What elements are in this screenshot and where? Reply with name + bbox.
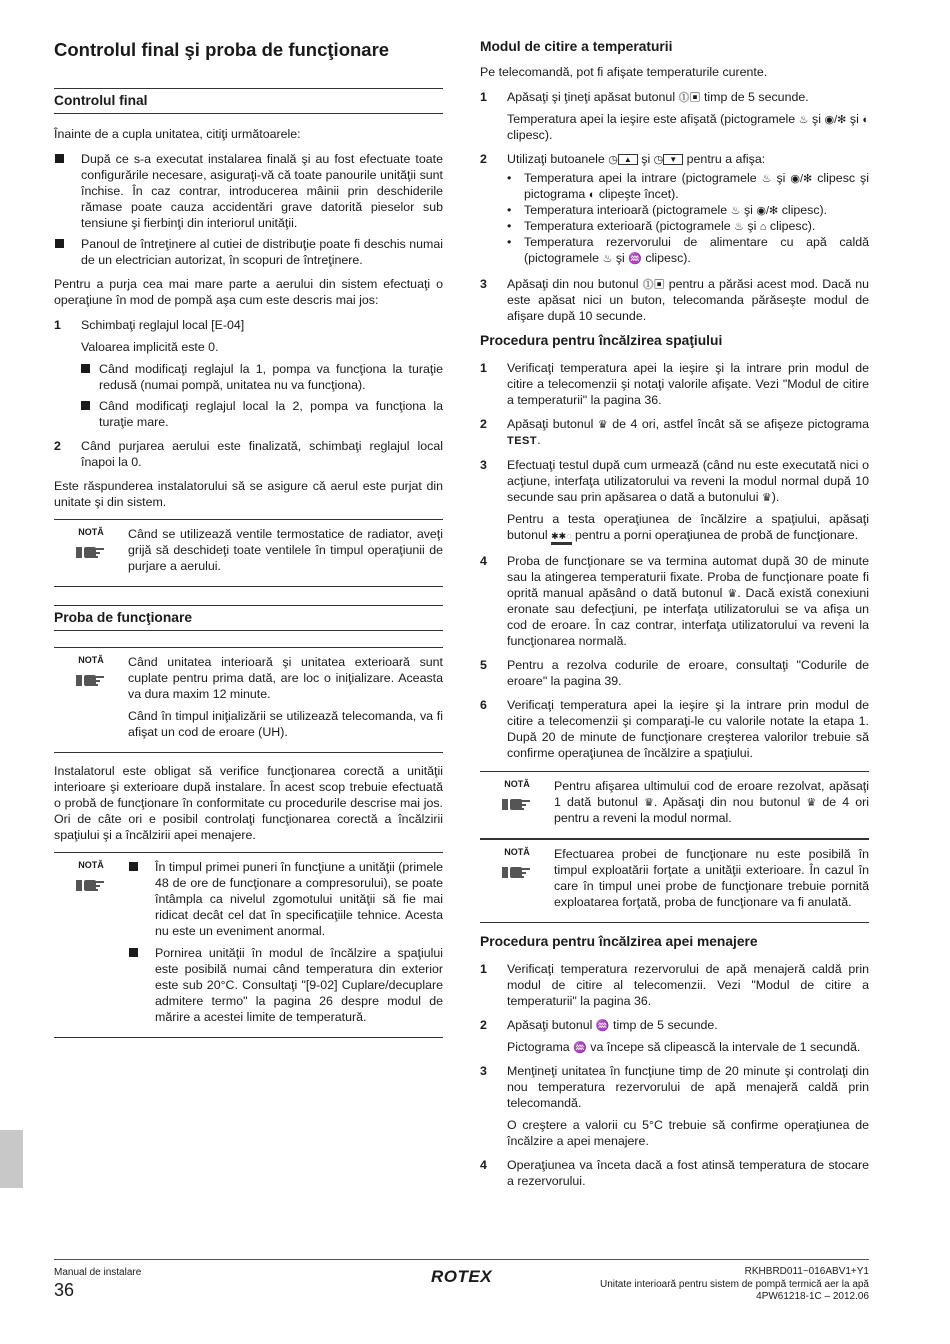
step-number: 3 xyxy=(480,277,487,291)
list-item xyxy=(480,457,869,545)
page-number: 36 xyxy=(54,1280,75,1300)
note-text: Când unitatea interioară şi unitatea exterioară sunt cuplate pentru prima dată, are loc o iniţializare. Aceasta va dura maxim 12 minute. xyxy=(128,655,443,701)
page-footer xyxy=(54,1259,869,1302)
temperature-read-button-icon: ⓵▣ xyxy=(642,279,665,291)
list-item xyxy=(480,151,869,266)
pump-icon: ◐ xyxy=(588,189,596,201)
text-fragment: Utilizaţi butoanele xyxy=(507,152,605,166)
list-item xyxy=(54,317,443,430)
text-fragment: Pictograma xyxy=(507,1040,570,1054)
list-item xyxy=(507,170,869,202)
step-sub-bullets xyxy=(81,361,443,430)
step-text: Verificaţi temperatura rezervorului de apă menajeră caldă prin modul de citire al telecomenzii. Vezi "Modul de citire a temperaturii" la pagina 36. xyxy=(507,962,869,1008)
step-number: 2 xyxy=(480,1018,487,1032)
note-hand-icon xyxy=(76,670,106,688)
text-fragment: pentru a porni operaţiunea de probă de funcţionare. xyxy=(575,528,859,542)
note-side xyxy=(480,778,554,832)
display-options xyxy=(507,170,869,266)
temperature-read-button-icon: ⓵▣ xyxy=(678,92,701,104)
step-text xyxy=(507,89,869,105)
note-label: NOTĂ xyxy=(78,527,104,537)
text-fragment: pentru a afişa: xyxy=(686,152,766,166)
step-number: 4 xyxy=(480,554,487,568)
step-text xyxy=(507,1017,869,1033)
text-fragment: pentru a părăsi acest mod. Dacă nu este apăsat nici un buton, telecomanda părăseşte modul de afişare după 10 secunde. xyxy=(507,277,870,323)
list-item xyxy=(480,1017,869,1055)
text-fragment: clipesc). xyxy=(645,251,691,265)
text-fragment: . Apăsaţi din nou butonul xyxy=(653,795,801,809)
final-check-bullets xyxy=(54,151,443,268)
step-number: 3 xyxy=(480,1064,487,1078)
section-heading-water-heating: Procedura pentru încălzirea apei menajere xyxy=(480,934,758,949)
heat-cool-icon: ◉/✻ xyxy=(790,173,813,185)
step-default: Valoarea implicită este 0. xyxy=(81,340,219,354)
step-number: 4 xyxy=(480,1158,487,1172)
step-text: Operaţiunea va înceta dacă a fost atinsă temperatura de stocare a rezervorului. xyxy=(507,1158,869,1188)
note-hand-icon xyxy=(502,862,532,880)
section-heading-final-check: Controlul final xyxy=(54,88,443,114)
note-hand-icon xyxy=(76,542,106,560)
test-run-text: Instalatorul este obligat să verifice funcţionarea corectă a unităţii interioare şi exterioare după instalare. În acest scop trebuie efectuată o probă de funcţionare în conformitate cu procedurile descrise mai jos. Ori de câte ori e posibil controlaţi funcţionarea corectă a încălzirii spaţiului şi a încălzirii apei menajere. xyxy=(54,764,443,842)
note-text: Când se utilizează ventile termostatice de radiator, aveţi grijă să deschideţi toate ventilele în timpul operaţiunii de purjare a aerului. xyxy=(128,527,443,573)
list-item: Când modificaţi reglajul la 1, pompa va funcţiona la turaţie redusă (numai pompă, unitatea nu va funcţiona). xyxy=(81,361,443,393)
text-fragment: Temperatura rezervorului de alimentare cu apă caldă (pictogramele xyxy=(524,235,869,265)
text-fragment: timp de 5 secunde. xyxy=(613,1018,718,1032)
tap-water-icon: ♨ xyxy=(761,173,772,185)
step-text: Verificaţi temperatura apei la ieşire şi la intrare prin modul de citire a telecomenzii şi notaţi valorile afişate. Vezi "Modul de citire a temperaturii" la pagina 36. xyxy=(507,361,869,407)
step-text: Apăsaţi butonul ♛ de 4 ori, astfel încât să se afişeze pictograma TEST. xyxy=(507,417,869,447)
step-text xyxy=(507,1039,869,1055)
step-number: 1 xyxy=(54,318,61,332)
chapter-tab xyxy=(0,1130,23,1188)
text-fragment: de 4 ori, astfel încât să se afişeze pictograma xyxy=(612,417,869,431)
purge-steps xyxy=(54,317,443,470)
step-text xyxy=(507,276,869,324)
section-heading-temp-readout: Modul de citire a temperaturii xyxy=(480,39,673,54)
text-fragment: Pentru a testa operaţiunea de încălzire a spaţiului, apăsaţi butonul xyxy=(507,512,869,542)
down-button-icon: ◷ ▼ xyxy=(654,154,684,166)
list-item xyxy=(480,416,869,449)
note-box xyxy=(54,647,443,753)
section-heading-test-run: Proba de funcţionare xyxy=(54,605,443,631)
text-fragment: şi xyxy=(849,112,859,126)
tap-water-icon: ♨ xyxy=(602,253,613,265)
step-text xyxy=(507,553,869,649)
tap-water-icon: ♨ xyxy=(730,205,741,217)
text-fragment: Apăsaţi din nou butonul xyxy=(507,277,639,291)
step-number: 5 xyxy=(480,658,487,672)
text-fragment: . Dacă există conexiuni eronate sau defecţiuni, pe interfaţa utilizatorului se va afişa un cod de eroare. În caz contrar, interfaţa utilizatorului va reveni la funcţionarea normală. xyxy=(507,586,870,648)
list-item xyxy=(480,961,869,1009)
text-fragment: şi xyxy=(743,203,753,217)
step-text: O creştere a valorii cu 5°C trebuie să confirme operaţiunea de încălzire a apei menajere. xyxy=(507,1118,869,1148)
text-fragment: ). xyxy=(771,490,780,504)
note-body xyxy=(128,859,443,1031)
note-box xyxy=(54,519,443,587)
step-text: Pentru a rezolva codurile de eroare, consultaţi "Codurile de eroare" la pagina 39. xyxy=(507,658,869,688)
text-fragment: Efectuaţi testul după cum urmează (când nu este executată nici o acţiune, interfaţa utilizatorului va reveni la modul normal după 10 secunde sau prin apăsarea o dată a butonului xyxy=(507,458,869,504)
step-text xyxy=(507,457,869,505)
text-fragment: şi xyxy=(615,251,625,265)
manual-name: Manual de instalare xyxy=(54,1267,142,1278)
list-item: Pornirea unităţii în modul de încălzire a spaţiului este posibilă numai când temperatura din exterior este sub 20°C. Consultaţi "[9-02] Cuplare/decuplare admitere termo" la pagina 26 despre modul de mărire a acestei limite de temperatură. xyxy=(128,945,443,1025)
tap-water-icon: ♨ xyxy=(734,221,744,233)
note-side xyxy=(54,859,128,1031)
text-fragment: Temperatura exterioară (pictogramele xyxy=(524,219,731,233)
note-hand-icon xyxy=(502,794,532,812)
note-side xyxy=(54,526,128,580)
text-fragment: clipeşte încet). xyxy=(598,187,679,201)
left-column xyxy=(54,38,443,1048)
note-body xyxy=(128,654,443,746)
text-fragment: Apăsaţi butonul xyxy=(507,1018,593,1032)
note-text: Efectuarea probei de funcţionare nu este posibilă în timpul exploatării forţate a unităţii exterioare. În cazul în care în timpul unei probe de funcţionare trebuie pornită exploatarea forţată, proba de funcţionare va fi anulată. xyxy=(554,847,869,909)
text-fragment: timp de 5 secunde. xyxy=(703,90,809,104)
space-heating-steps xyxy=(480,360,869,761)
tap-water-icon: ♨ xyxy=(798,114,809,126)
text-fragment: Temperatura apei la intrare (pictogramele xyxy=(524,171,757,185)
text-fragment: Temperatura apei la ieşire este afişată (pictogramele xyxy=(507,112,796,126)
step-number: 1 xyxy=(480,962,487,976)
step-text xyxy=(507,511,869,545)
text-fragment: clipesc). xyxy=(507,128,553,142)
text-fragment: şi xyxy=(776,171,786,185)
note-text: Când în timpul iniţializării se utilizează telecomanda, va fi afişat un cod de eroare (UH). xyxy=(128,709,443,739)
step-number: 3 xyxy=(480,458,487,472)
text-fragment: Proba de funcţionare se va termina automat după 30 de minute sau la atingerea temperaturii fixate. Proba de funcţionare poate fi oprită manual apăsând o dată butonul xyxy=(507,554,869,600)
page-title: Controlul final şi proba de funcţionare xyxy=(54,39,390,60)
responsibility-text: Este răspunderea instalatorului să se asigure că aerul este purjat din unitate şi din sistem. xyxy=(54,479,443,509)
up-button-icon: ◷ ▲ xyxy=(608,154,638,166)
purge-text: Pentru a purja cea mai mare parte a aerului din sistem efectuaţi o operaţiune în mod de pompă aşa cum este descris mai jos: xyxy=(54,277,443,307)
step-text: Schimbaţi reglajul local [E-04] xyxy=(81,318,245,332)
right-column xyxy=(480,38,869,1197)
step-text xyxy=(507,111,869,143)
text-fragment: de 4 ori pentru a reveni la modul normal. xyxy=(554,795,869,825)
note-label: NOTĂ xyxy=(504,847,530,857)
hot-water-icon: ♒ xyxy=(595,1020,610,1032)
list-item xyxy=(480,1157,869,1189)
space-heating-onoff-icon: ✱✱◌ xyxy=(551,530,571,545)
step-number: 1 xyxy=(480,361,487,375)
note-bullets xyxy=(128,859,443,1025)
note-body xyxy=(128,526,443,580)
water-heating-steps xyxy=(480,961,869,1189)
note-label: NOTĂ xyxy=(78,655,104,665)
list-item xyxy=(480,553,869,649)
text-fragment: Apăsaţi butonul xyxy=(507,417,594,431)
list-item xyxy=(480,276,869,324)
note-box xyxy=(480,771,869,839)
heat-cool-icon: ◉/✻ xyxy=(824,114,847,126)
step-text: Când purjarea aerului este finalizată, schimbaţi reglajul local înapoi la 0. xyxy=(81,439,443,469)
step-number: 1 xyxy=(480,90,487,104)
note-side xyxy=(54,654,128,746)
text-fragment: Pentru afişarea ultimului cod de eroare rezolvat, apăsaţi 1 dată butonul xyxy=(554,779,869,809)
list-item xyxy=(480,657,869,689)
inspection-button-icon: ♛ xyxy=(761,492,772,504)
text-fragment: clipesc). xyxy=(781,203,828,217)
note-body xyxy=(554,778,869,832)
step-number: 2 xyxy=(480,152,487,166)
hot-water-icon: ♒ xyxy=(628,253,642,265)
text-fragment: Temperatura interioară (pictogramele xyxy=(524,203,728,217)
step-text xyxy=(507,151,869,167)
text-fragment: va începe să clipească la intervale de 1 secundă. xyxy=(590,1040,861,1054)
list-item xyxy=(480,89,869,143)
text-fragment: şi xyxy=(812,112,821,126)
step-number: 6 xyxy=(480,698,487,712)
list-item: După ce s-a executat instalarea finală şi au fost efectuate toate configurările necesare, asiguraţi-vă că toate panourile unităţii sunt închise. În caz contrar, introducerea mâinii prin deschiderile rămase poate cauza accidentări grave datorită pieselor sub tensiune şi fierbinţi din interiorul unităţii. xyxy=(54,151,443,231)
section-heading-space-heating: Procedura pentru încălzirea spaţiului xyxy=(480,333,723,348)
note-body xyxy=(554,846,869,916)
product-description: Unitate interioară pentru sistem de pompă termică aer la apă xyxy=(599,1278,869,1290)
list-item xyxy=(54,438,443,470)
text-fragment: clipesc). xyxy=(769,219,816,233)
note-label: NOTĂ xyxy=(78,860,104,870)
list-item: Panoul de întreţinere al cutiei de distribuţie poate fi deschis numai de un electrician autorizat, în scopuri de întreţinere. xyxy=(54,236,443,268)
note-label: NOTĂ xyxy=(504,779,530,789)
note-box xyxy=(54,852,443,1038)
hot-water-icon: ♒ xyxy=(573,1042,587,1054)
step-number: 2 xyxy=(54,439,61,453)
list-item: În timpul primei puneri în funcţiune a unităţii (primele 48 de ore de funcţionare a compresorului), se poate întâmpla ca nivelul zgomotului unităţii să fie mai ridicat decât cel dat în specificaţiile tehnice. Acesta nu este un eveniment anormal. xyxy=(128,859,443,939)
final-check-intro: Înainte de a cupla unitatea, citiţi următoarele: xyxy=(54,127,301,141)
step-text: Verificaţi temperatura apei la ieşire şi la intrare prin modul de citire a telecomenzii şi comparaţi-le cu valorile notate la etapa 1. După 20 de minute de funcţionare creşterea valorilor trebuie să confirme operaţiunea de încălzire a spaţiului. xyxy=(507,698,869,760)
list-item xyxy=(507,218,869,234)
footer-left xyxy=(54,1266,141,1300)
list-item: Când modificaţi reglajul local la 2, pompa va funcţiona la turaţie mare. xyxy=(81,398,443,430)
inspection-button-icon: ♛ xyxy=(597,419,608,431)
pump-icon: ◐ xyxy=(862,114,869,126)
note-hand-icon xyxy=(76,875,106,893)
note-box xyxy=(480,839,869,923)
heat-cool-icon: ◉/✻ xyxy=(756,205,779,217)
note-side xyxy=(480,846,554,916)
inspection-button-icon: ♛ xyxy=(727,588,738,600)
text-fragment: şi xyxy=(641,152,651,166)
step-text: Menţineţi unitatea în funcţiune timp de 20 minute şi controlaţi din nou temperatura rezervorului de apă menajeră caldă prin telecomandă. xyxy=(507,1064,869,1110)
list-item xyxy=(507,234,869,266)
list-item xyxy=(480,697,869,761)
document-code: 4PW61218-1C – 2012.06 xyxy=(756,1291,869,1302)
inspection-button-icon: ♛ xyxy=(806,797,817,809)
text-fragment: şi xyxy=(747,219,757,233)
outdoor-unit-icon: ⌂ xyxy=(759,221,767,233)
step-number: 2 xyxy=(480,417,487,431)
temp-steps xyxy=(480,89,869,324)
note-text xyxy=(554,778,869,826)
text-fragment: clipesc şi pictograma xyxy=(524,171,869,201)
inspection-button-icon: ♛ xyxy=(643,797,654,809)
temp-intro: Pe telecomandă, pot fi afişate temperaturile curente. xyxy=(480,65,768,79)
list-item xyxy=(480,360,869,408)
list-item xyxy=(480,1063,869,1149)
list-item xyxy=(507,202,869,218)
test-indicator: TEST xyxy=(507,435,538,447)
footer-right xyxy=(600,1266,869,1304)
text-fragment: Apăsaţi şi ţineţi apăsat butonul xyxy=(507,90,676,104)
brand-logo: ROTEX xyxy=(431,1267,493,1286)
model-code: RKHBRD011~016ABV1+Y1 xyxy=(744,1266,869,1277)
